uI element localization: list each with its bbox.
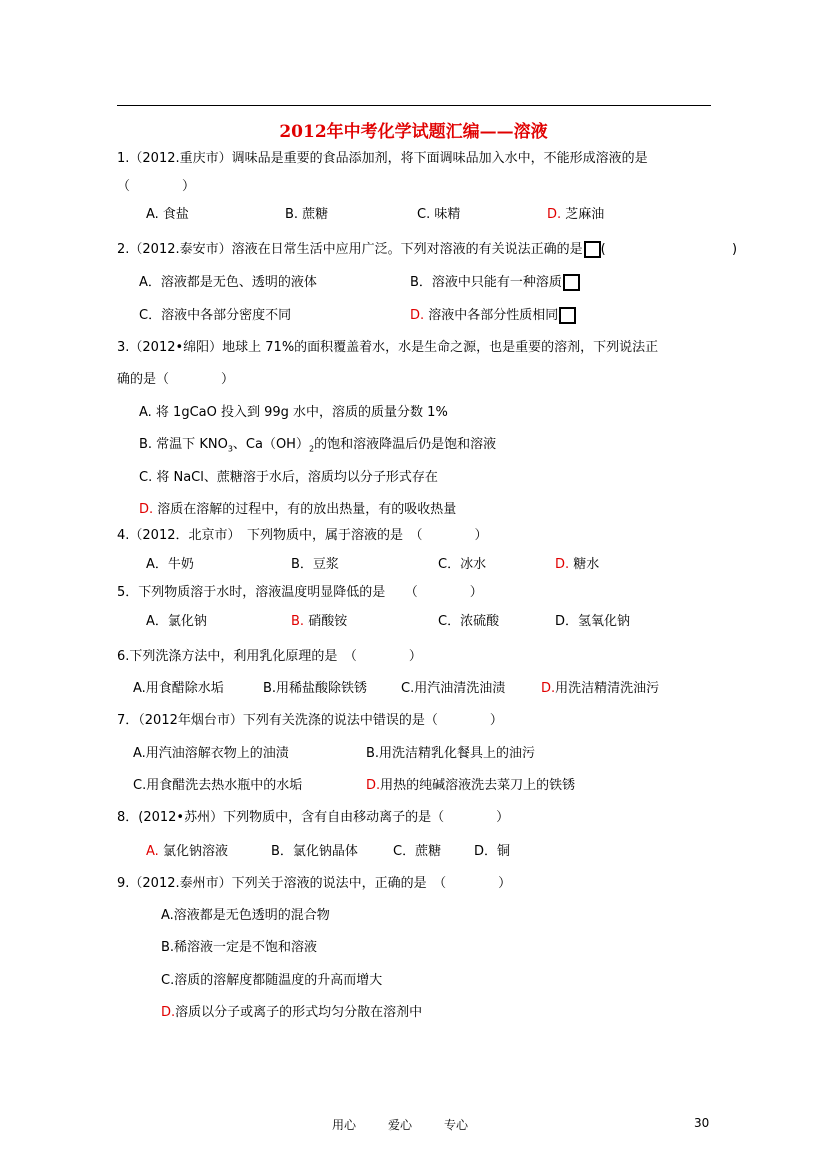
q3-subscript-2: 2 — [308, 444, 315, 454]
q7-option-a: A.用汽油溶解衣物上的油渍 — [133, 746, 289, 761]
q5-option-a: A．氯化钠 — [146, 614, 207, 629]
q2-option-a: A．溶液都是无色、透明的液体 — [139, 275, 317, 290]
q3-stem-line1: 3.（2012•绵阳）地球上 71%的面积覆盖着水，水是生命之源，也是重要的溶剂，下列说法正 — [117, 340, 659, 355]
q6-option-c: C.用汽油清洗油渍 — [401, 681, 506, 696]
q2-paren-close: ) — [732, 242, 738, 257]
q4-stem: 4.（2012．北京市） 下列物质中，属于溶液的是 （ ） — [117, 528, 488, 543]
q3-option-b-mid: 、Ca（OH） — [232, 437, 309, 452]
footer-word-3: 专心 — [444, 1118, 469, 1132]
q1-answer-letter: D. — [547, 207, 562, 222]
q3-option-d-text: 溶质在溶解的过程中，有的放出热量，有的吸收热量 — [157, 502, 457, 517]
q3-option-d — [139, 501, 456, 519]
q2-option-c: C．溶液中各部分密度不同 — [139, 308, 292, 323]
q5-option-d: D．氢氧化钠 — [555, 614, 631, 629]
q4-option-a: A．牛奶 — [146, 557, 194, 572]
checkbox-icon — [559, 307, 576, 324]
q1-option-d — [547, 206, 604, 224]
q3-option-c: C. 将 NaCl、蔗糖溶于水后，溶质均以分子形式存在 — [139, 470, 438, 485]
header-rule — [117, 105, 711, 106]
q8-stem: 8．(2012•苏州）下列物质中，含有自由移动离子的是（ ） — [117, 810, 510, 825]
q6-option-b: B.用稀盐酸除铁锈 — [263, 681, 368, 696]
q5-option-b-text: 硝酸铵 — [308, 614, 348, 629]
q1-paren: （ ） — [117, 179, 196, 194]
page-number: 30 — [694, 1116, 710, 1130]
q6-option-a: A.用食醋除水垢 — [133, 681, 224, 696]
q7-answer-letter: D. — [366, 778, 381, 793]
q4-option-d-text: 糖水 — [573, 557, 600, 572]
q5-option-c: C．浓硫酸 — [438, 614, 500, 629]
q6-stem: 6.下列洗涤方法中，利用乳化原理的是 （ ） — [117, 649, 422, 664]
checkbox-icon — [563, 274, 580, 291]
q1-option-a: A. 食盐 — [146, 207, 189, 222]
q2-answer-letter: D. — [410, 308, 425, 323]
page-title: 2012年中考化学试题汇编——溶液 — [279, 122, 548, 142]
q4-option-b: B．豆浆 — [291, 557, 339, 572]
q6-option-d — [541, 680, 659, 698]
q8-option-c: C．蔗糖 — [393, 844, 442, 859]
q9-option-d — [161, 1004, 422, 1022]
q8-option-b: B．氯化钠晶体 — [271, 844, 358, 859]
q6-option-d-text: 用洗洁精清洗油污 — [555, 681, 660, 696]
q9-option-b: B.稀溶液一定是不饱和溶液 — [161, 940, 318, 955]
q1-option-c: C. 味精 — [417, 207, 461, 222]
q7-option-c: C.用食醋洗去热水瓶中的水垢 — [133, 778, 303, 793]
q9-option-c: C.溶质的溶解度都随温度的升高而增大 — [161, 973, 383, 988]
q7-option-d-text: 用热的纯碱溶液洗去菜刀上的铁锈 — [380, 778, 576, 793]
q2-stem-text: 2.（2012.泰安市）溶液在日常生活中应用广泛。下列对溶液的有关说法正确的是 — [117, 242, 583, 257]
footer-word-2: 爱心 — [388, 1118, 413, 1132]
q3-option-b-pre: B. 常温下 KNO — [139, 437, 228, 452]
q7-stem: 7．（2012年烟台市）下列有关洗涤的说法中错误的是（ ） — [117, 713, 503, 728]
q8-option-d: D．铜 — [474, 844, 511, 859]
q8-option-a — [146, 843, 228, 861]
q1-option-b: B. 蔗糖 — [285, 207, 329, 222]
q9-stem: 9.（2012.泰州市）下列关于溶液的说法中，正确的是 （ ） — [117, 876, 512, 891]
q1-option-d-text: 芝麻油 — [565, 207, 605, 222]
q9-answer-letter: D. — [161, 1005, 176, 1020]
q2-option-d — [410, 307, 576, 325]
q3-subscript-1: 3 — [227, 444, 233, 454]
q4-option-d — [555, 556, 599, 574]
q2-option-b-text: B．溶液中只能有一种溶质 — [410, 275, 562, 290]
q8-option-a-text: 氯化钠溶液 — [162, 844, 228, 859]
q2-option-d-text: 溶液中各部分性质相同 — [428, 308, 559, 323]
q8-answer-letter: A. — [146, 844, 159, 859]
q3-option-a: A. 将 1gCaO 投入到 99g 水中，溶质的质量分数 1% — [139, 405, 448, 420]
q2-paren-open: ( — [600, 242, 606, 257]
q5-stem: 5．下列物质溶于水时，溶液温度明显降低的是 （ ） — [117, 585, 483, 600]
q3-stem-line2: 确的是（ ） — [117, 372, 235, 387]
q7-option-b: B.用洗洁精乳化餐具上的油污 — [366, 746, 536, 761]
checkbox-icon — [584, 241, 601, 258]
footer-word-1: 用心 — [332, 1118, 357, 1132]
q5-answer-letter: B. — [291, 614, 305, 629]
q6-answer-letter: D. — [541, 681, 556, 696]
q3-answer-letter: D. — [139, 502, 154, 517]
q2-stem — [117, 241, 606, 259]
q9-option-a: A.溶液都是无色透明的混合物 — [161, 908, 330, 923]
q9-option-d-text: 溶质以分子或离子的形式均匀分散在溶剂中 — [175, 1005, 423, 1020]
q3-option-b — [139, 436, 496, 459]
q4-answer-letter: D. — [555, 557, 570, 572]
q4-option-c: C．冰水 — [438, 557, 487, 572]
q3-option-b-post: 的饱和溶液降温后仍是饱和溶液 — [314, 437, 497, 452]
q2-option-b — [410, 274, 580, 292]
q7-option-d — [366, 777, 575, 795]
q1-stem: 1.（2012.重庆市）调味品是重要的食品添加剂，将下面调味品加入水中，不能形成溶液的是 — [117, 151, 648, 166]
q5-option-b — [291, 613, 347, 631]
